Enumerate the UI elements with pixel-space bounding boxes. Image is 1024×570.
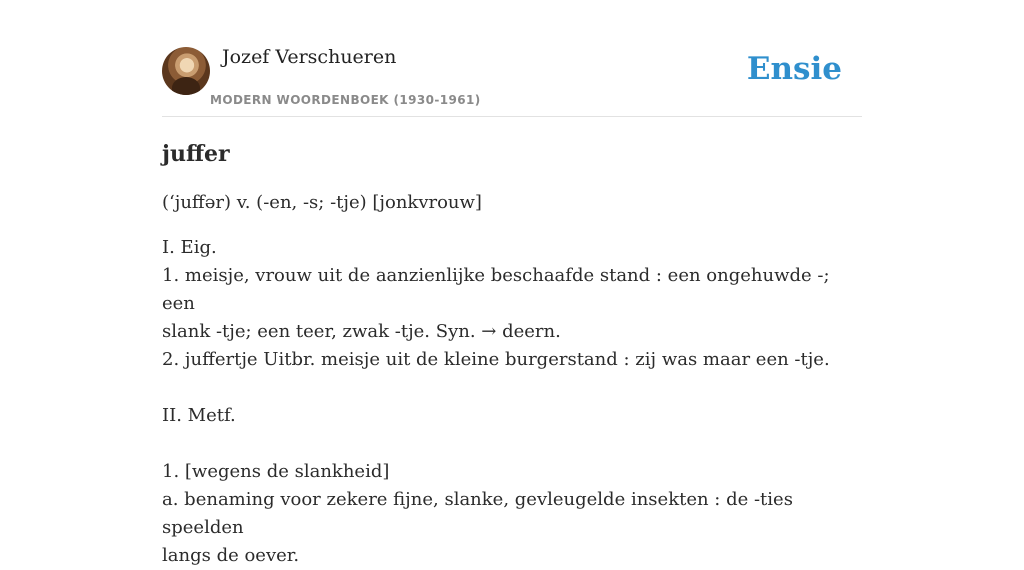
definition-line: 1. [wegens de slankheid] <box>162 461 390 482</box>
definition-line: slank -tje; een teer, zwak -tje. Syn. → deern. <box>162 321 561 342</box>
definition-spacer <box>162 374 852 402</box>
brand-logo[interactable]: Ensie <box>746 51 842 87</box>
definition-line: a. benaming voor zekere fijne, slanke, gevleugelde insekten : de -ties speelden <box>162 489 793 538</box>
definition <box>162 234 852 570</box>
definition-spacer <box>162 430 852 458</box>
author-name[interactable]: Jozef Verschueren <box>222 46 397 68</box>
author-avatar[interactable] <box>162 47 210 95</box>
definition-line: langs de oever. <box>162 545 300 566</box>
definition-line: I. Eig. <box>162 237 217 258</box>
entry-content <box>162 138 852 570</box>
headword: juffer <box>162 141 230 167</box>
definition-line: II. Metf. <box>162 405 236 426</box>
definition-line: 2. juffertje Uitbr. meisje uit de kleine burgerstand : zij was maar een -tje. <box>162 349 830 370</box>
definition-line: 1. meisje, vrouw uit de aanzienlijke beschaafde stand : een ongehuwde -; een <box>162 265 830 314</box>
entry-header <box>162 44 862 117</box>
source-label[interactable]: MODERN WOORDENBOEK (1930-1961) <box>210 93 481 107</box>
pronunciation: (ʻjuffər) v. (-en, -s; -tje) [jonkvrouw] <box>162 192 482 213</box>
